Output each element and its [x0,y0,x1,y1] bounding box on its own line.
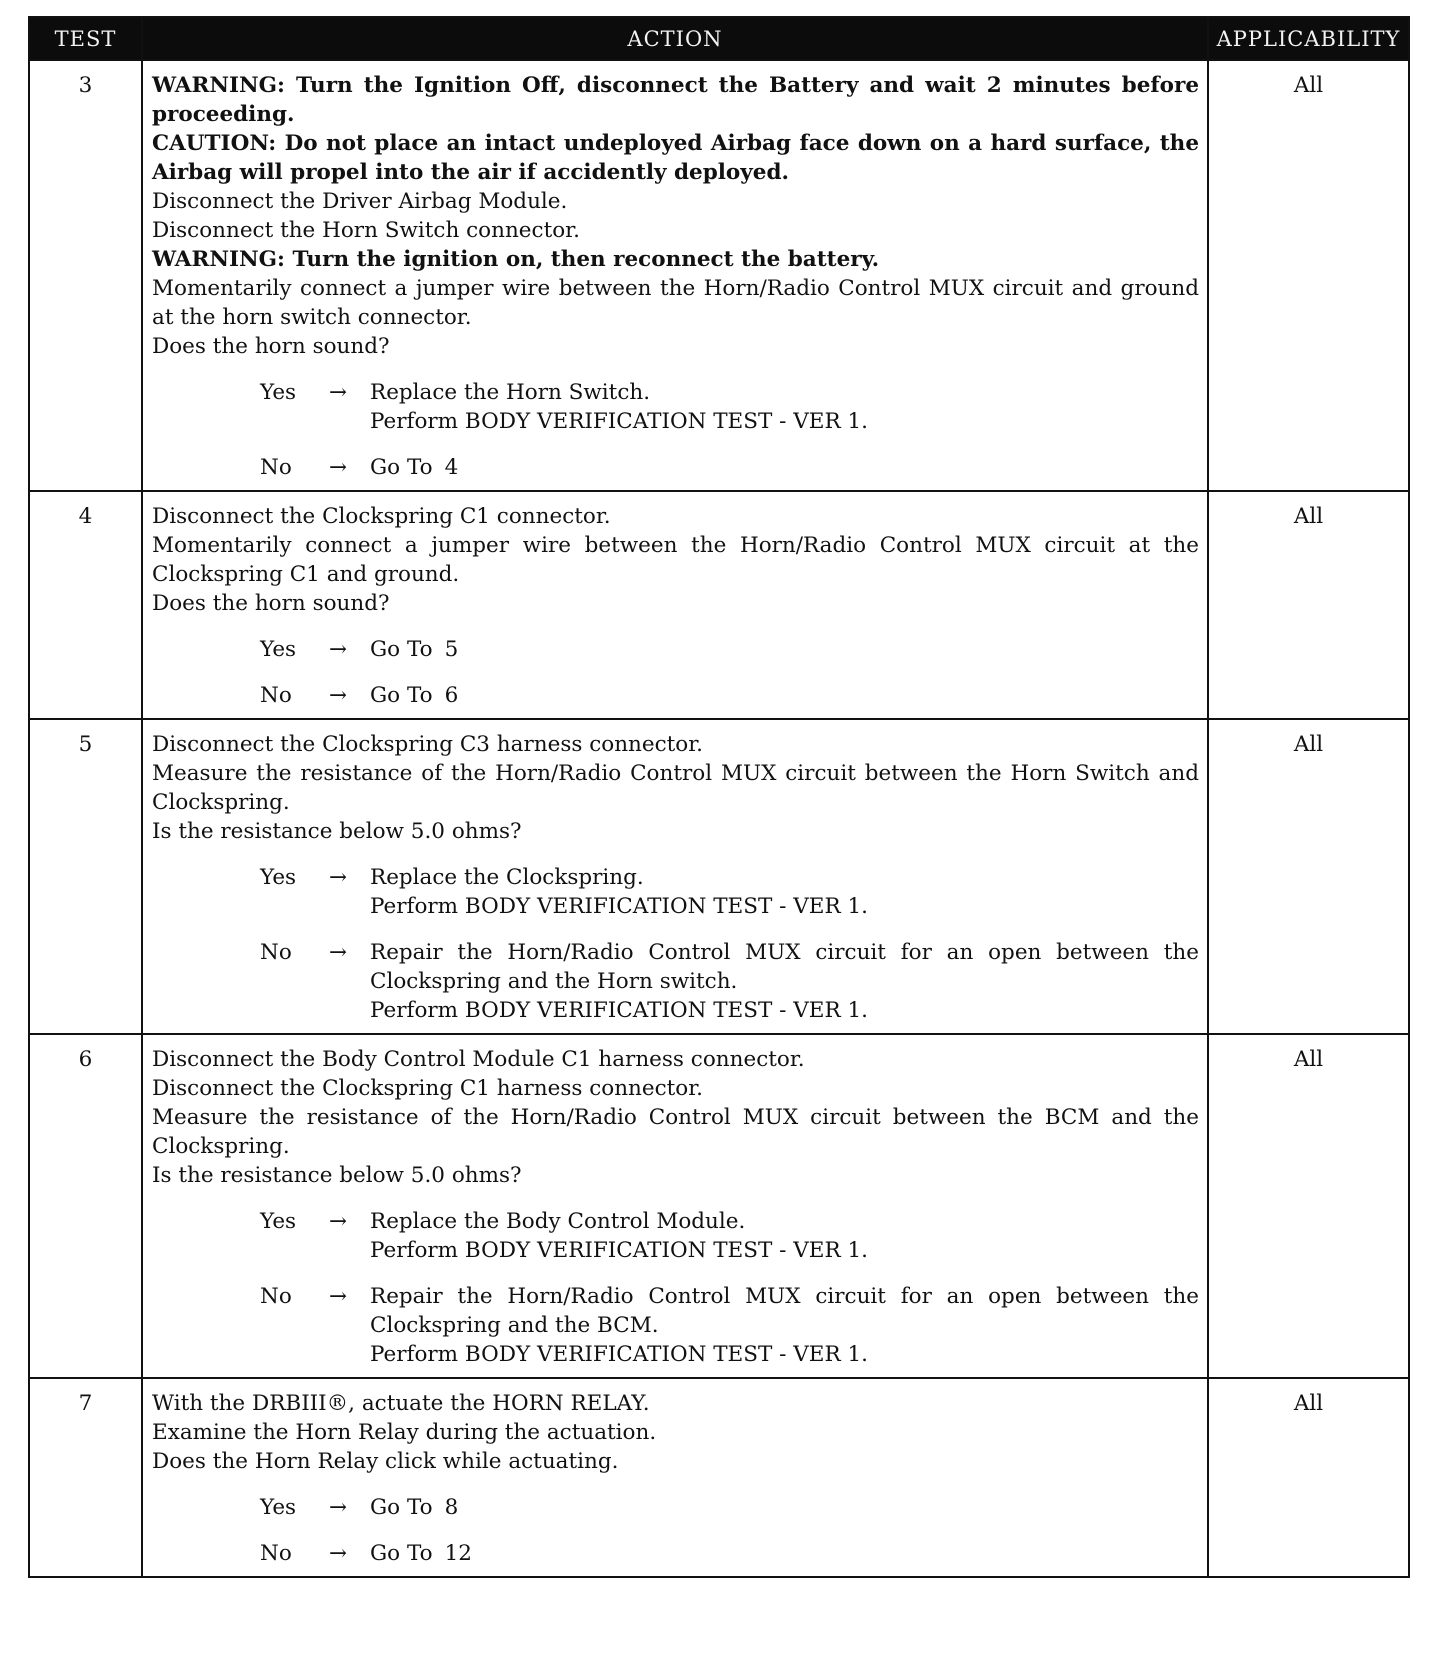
right-arrow-icon: → [328,637,347,662]
instruction-text: Momentarily connect a jumper wire between the Horn/Radio Control MUX circuit and ground at the horn switch connector. [152,276,1199,330]
response-body [370,1282,1199,1369]
instruction-text: Disconnect the Driver Airbag Module. [152,189,568,214]
yes-response [152,863,1199,921]
response-text: Perform BODY VERIFICATION TEST - VER 1. [370,1342,869,1367]
response-body [370,1539,1199,1568]
response-body [370,863,1199,921]
action-cell [142,491,1208,719]
applicability-value: All [1208,491,1409,719]
instruction-text: Disconnect the Horn Switch connector. [152,218,580,243]
no-response [152,1282,1199,1369]
instruction-text: Disconnect the Clockspring C3 harness connector. [152,732,704,757]
yes-response [152,1207,1199,1265]
action-cell [142,60,1208,491]
right-arrow-icon: → [328,1284,347,1309]
right-arrow-icon: → [328,940,347,965]
no-response [152,1539,1199,1568]
response-body [370,681,1199,710]
table-row [29,491,1409,719]
instruction-text: Examine the Horn Relay during the actuation. [152,1420,657,1445]
response-body [370,453,1199,482]
goto-label: Go To [370,1541,433,1566]
table-row [29,1034,1409,1378]
test-number: 7 [29,1378,142,1577]
right-arrow-icon: → [328,865,347,890]
response-label: No [260,455,292,480]
goto-test-number: 5 [444,637,459,662]
goto-test-number: 8 [444,1495,459,1520]
test-number: 6 [29,1034,142,1378]
goto-label: Go To [370,637,433,662]
applicability-value: All [1208,1378,1409,1577]
test-number: 5 [29,719,142,1034]
table-header-row [29,17,1409,60]
no-response [152,681,1199,710]
action-cell [142,719,1208,1034]
diagnostic-test-sheet [28,16,1408,1578]
table-row [29,719,1409,1034]
table-row [29,60,1409,491]
table-row [29,1378,1409,1577]
right-arrow-icon: → [328,1541,347,1566]
instruction-text: With the DRBIII®, actuate the HORN RELAY. [152,1391,650,1416]
right-arrow-icon: → [328,683,347,708]
response-label: Yes [260,637,297,662]
test-column-header: TEST [29,17,142,60]
instruction-text: Is the resistance below 5.0 ohms? [152,819,522,844]
right-arrow-icon: → [328,1495,347,1520]
instruction-text: Disconnect the Clockspring C1 harness connector. [152,1076,704,1101]
applicability-value: All [1208,719,1409,1034]
instruction-text: Is the resistance below 5.0 ohms? [152,1163,522,1188]
response-body [370,378,1199,436]
goto-test-number: 4 [444,455,459,480]
goto-test-number: 12 [444,1541,472,1566]
no-response [152,453,1199,482]
yes-response [152,635,1199,664]
goto-label: Go To [370,683,433,708]
instruction-text: Does the horn sound? [152,591,390,616]
goto-test-number: 6 [444,683,459,708]
action-column-header: ACTION [142,17,1208,60]
response-text: Replace the Horn Switch. [370,380,651,405]
response-body [370,1493,1199,1522]
action-cell [142,1034,1208,1378]
goto-label: Go To [370,1495,433,1520]
warning-text: WARNING: Turn the ignition on, then reconnect the battery. [152,247,880,272]
response-text: Perform BODY VERIFICATION TEST - VER 1. [370,998,869,1023]
applicability-value: All [1208,60,1409,491]
instruction-text: Does the horn sound? [152,334,390,359]
response-text: Replace the Body Control Module. [370,1209,746,1234]
diagnostic-test-table [28,16,1410,1578]
response-body [370,938,1199,1025]
applicability-value: All [1208,1034,1409,1378]
instruction-text: Momentarily connect a jumper wire between the Horn/Radio Control MUX circuit at the Clockspring C1 and ground. [152,533,1199,587]
response-label: No [260,940,292,965]
response-text: Repair the Horn/Radio Control MUX circuit for an open between the Clockspring and the Horn switch. [370,940,1199,994]
instruction-text: Disconnect the Clockspring C1 connector. [152,504,611,529]
warning-text: WARNING: Turn the Ignition Off, disconnect the Battery and wait 2 minutes before proceeding. [152,73,1199,127]
response-text: Perform BODY VERIFICATION TEST - VER 1. [370,409,869,434]
test-number: 3 [29,60,142,491]
response-label: Yes [260,380,297,405]
yes-response [152,1493,1199,1522]
response-body [370,635,1199,664]
instruction-text: Disconnect the Body Control Module C1 harness connector. [152,1047,805,1072]
response-text: Replace the Clockspring. [370,865,644,890]
applicability-column-header: APPLICABILITY [1208,17,1409,60]
response-label: Yes [260,865,297,890]
table-body [29,60,1409,1577]
instruction-text: Does the Horn Relay click while actuating. [152,1449,619,1474]
action-cell [142,1378,1208,1577]
response-label: No [260,683,292,708]
instruction-text: Measure the resistance of the Horn/Radio Control MUX circuit between the BCM and the Clockspring. [152,1105,1199,1159]
response-body [370,1207,1199,1265]
right-arrow-icon: → [328,1209,347,1234]
right-arrow-icon: → [328,455,347,480]
no-response [152,938,1199,1025]
goto-label: Go To [370,455,433,480]
response-text: Perform BODY VERIFICATION TEST - VER 1. [370,894,869,919]
response-text: Repair the Horn/Radio Control MUX circuit for an open between the Clockspring and the BCM. [370,1284,1199,1338]
instruction-text: Measure the resistance of the Horn/Radio Control MUX circuit between the Horn Switch and Clockspring. [152,761,1199,815]
response-label: No [260,1541,292,1566]
response-label: Yes [260,1495,297,1520]
right-arrow-icon: → [328,380,347,405]
response-text: Perform BODY VERIFICATION TEST - VER 1. [370,1238,869,1263]
yes-response [152,378,1199,436]
test-number: 4 [29,491,142,719]
warning-text: CAUTION: Do not place an intact undeployed Airbag face down on a hard surface, the Airbag will propel into the air if accidently deployed. [152,131,1199,185]
response-label: No [260,1284,292,1309]
response-label: Yes [260,1209,297,1234]
